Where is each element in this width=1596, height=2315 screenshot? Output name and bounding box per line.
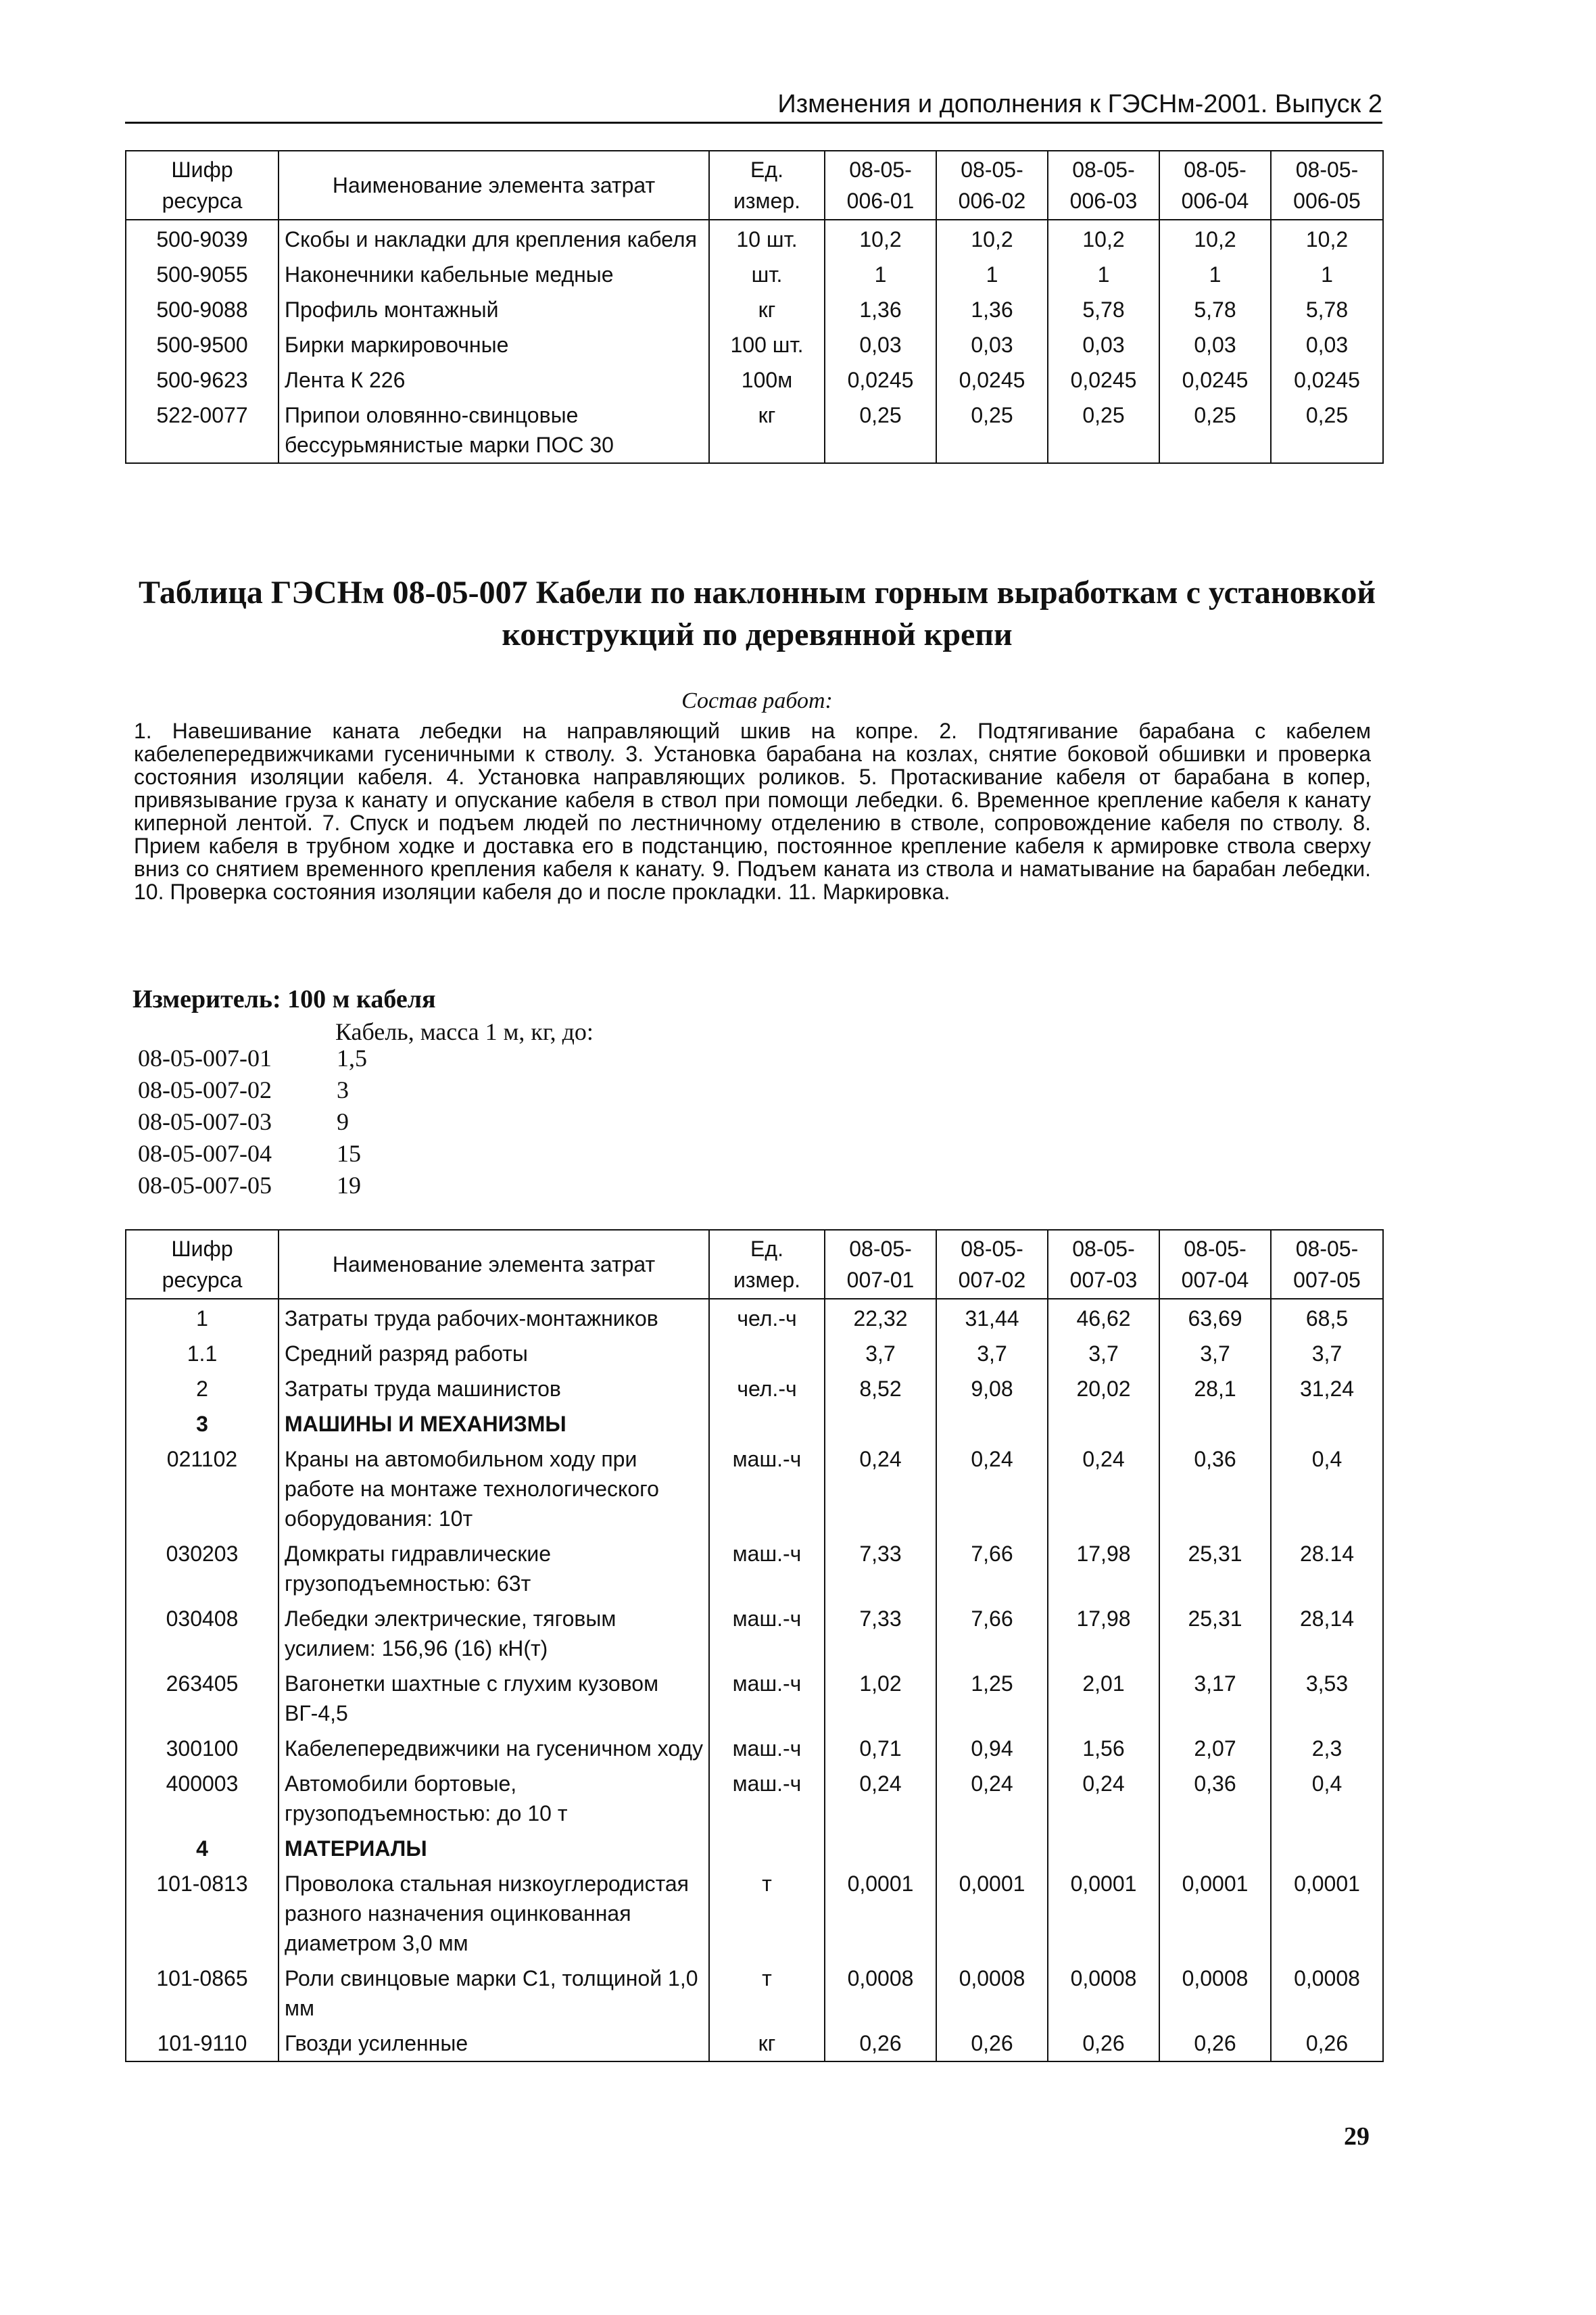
value-cell: 0,26: [1159, 2026, 1271, 2061]
value-cell: 0,03: [936, 327, 1048, 362]
value-cell: 0,24: [936, 1766, 1048, 1831]
value-cell: [1271, 1831, 1383, 1866]
value-cell: 0,0245: [1159, 362, 1271, 398]
value-cell: 1: [1159, 257, 1271, 292]
column-header: 08-05-007-04: [1159, 1230, 1271, 1299]
code-value: 9: [337, 1108, 349, 1135]
unit-cell: чел.-ч: [709, 1371, 825, 1406]
table-row: [126, 1299, 1383, 1336]
code-value: 3: [337, 1076, 349, 1103]
value-cell: 3,7: [825, 1336, 936, 1371]
resource-name-cell: Наконечники кабельные медные: [279, 257, 709, 292]
resource-name-cell: Проволока стальная низкоуглеродистая разного назначения оцинкованная диаметром 3,0 мм: [279, 1866, 709, 1961]
resource-name-cell: Вагонетки шахтные с глухим кузовом ВГ-4,5: [279, 1666, 709, 1731]
resource-code-cell: 4: [126, 1831, 279, 1866]
table-row: [126, 1766, 1383, 1831]
value-cell: 10,2: [1271, 220, 1383, 257]
resource-code-cell: 263405: [126, 1666, 279, 1731]
value-cell: 7,33: [825, 1601, 936, 1666]
unit-cell: кг: [709, 398, 825, 463]
page-number: 29: [1344, 2122, 1370, 2151]
unit-cell: 100м: [709, 362, 825, 398]
resource-code-cell: 300100: [126, 1731, 279, 1766]
value-cell: 0,0245: [936, 362, 1048, 398]
unit-cell: чел.-ч: [709, 1299, 825, 1336]
value-cell: 9,08: [936, 1371, 1048, 1406]
value-cell: 0,25: [936, 398, 1048, 463]
unit-cell: маш.-ч: [709, 1441, 825, 1536]
value-cell: [1159, 1831, 1271, 1866]
code: 08-05-007-02: [138, 1076, 272, 1103]
value-cell: [1271, 1406, 1383, 1441]
value-cell: 0,26: [1271, 2026, 1383, 2061]
code-value: 19: [337, 1172, 361, 1199]
table-row: [126, 1336, 1383, 1371]
unit-cell: 100 шт.: [709, 327, 825, 362]
resource-name-cell: МАШИНЫ И МЕХАНИЗМЫ: [279, 1406, 709, 1441]
resource-code-cell: 500-9500: [126, 327, 279, 362]
code-list-item: [138, 1074, 367, 1106]
value-cell: 0,36: [1159, 1766, 1271, 1831]
value-cell: 1,02: [825, 1666, 936, 1731]
value-cell: 0,0001: [825, 1866, 936, 1961]
table-row: [126, 1831, 1383, 1866]
value-cell: 28,1: [1159, 1371, 1271, 1406]
value-cell: 1,36: [936, 292, 1048, 327]
value-cell: 46,62: [1048, 1299, 1159, 1336]
value-cell: 0,03: [1271, 327, 1383, 362]
value-cell: 0,03: [825, 327, 936, 362]
code-list-item: [138, 1106, 367, 1138]
value-cell: 1,56: [1048, 1731, 1159, 1766]
column-header: 08-05-007-01: [825, 1230, 936, 1299]
table-row: [126, 1866, 1383, 1961]
column-header: 08-05-007-05: [1271, 1230, 1383, 1299]
table-row: [126, 1601, 1383, 1666]
value-cell: 0,24: [825, 1441, 936, 1536]
code: 08-05-007-01: [138, 1045, 272, 1072]
code: 08-05-007-03: [138, 1108, 272, 1135]
value-cell: 0,25: [1159, 398, 1271, 463]
table-row: [126, 1536, 1383, 1601]
value-cell: [1159, 1406, 1271, 1441]
value-cell: 5,78: [1271, 292, 1383, 327]
resource-name-cell: Лебедки электрические, тяговым усилием: 156,96 (16) кН(т): [279, 1601, 709, 1666]
code-list-item: [138, 1170, 367, 1201]
value-cell: 0,0008: [1159, 1961, 1271, 2026]
code: 08-05-007-04: [138, 1140, 272, 1167]
value-cell: 5,78: [1048, 292, 1159, 327]
resource-name-cell: Лента К 226: [279, 362, 709, 398]
unit-cell: т: [709, 1866, 825, 1961]
value-cell: 0,4: [1271, 1441, 1383, 1536]
column-header: 08-05-006-03: [1048, 151, 1159, 220]
value-cell: 0,71: [825, 1731, 936, 1766]
resource-name-cell: Автомобили бортовые, грузоподъемностью: до 10 т: [279, 1766, 709, 1831]
value-cell: 0,0001: [1048, 1866, 1159, 1961]
column-header: 08-05-006-01: [825, 151, 936, 220]
column-header: Наименование элемента затрат: [279, 151, 709, 220]
value-cell: 0,26: [825, 2026, 936, 2061]
table-row: [126, 362, 1383, 398]
value-cell: 25,31: [1159, 1536, 1271, 1601]
value-cell: 2,3: [1271, 1731, 1383, 1766]
value-cell: 10,2: [1048, 220, 1159, 257]
composition-text: 1. Навешивание каната лебедки на направляющий шкив на копре. 2. Подтягивание барабана с кабелем кабелепередвижчиками гусеничными к стволу. 3. Установка барабана на козлах, снятие боковой обшивки и проверка состояния изоляции кабеля. 4. Установка направляющих роликов. 5. Протаскивание кабеля от барабана в копер, привязывание груза к канату и опускание кабеля в ствол при помощи лебедки. 6. Временное крепление кабеля к канату киперной лентой. 7. Спуск и подъем людей по лестничному отделению в стволе, сопровождение кабеля по стволу. 8. Прием кабеля в трубном ходке и доставка его в подстанцию, постоянное крепление кабеля к армировке ствола сверху вниз со снятием временного крепления кабеля к канату. 9. Подъем каната из ствола и наматывание на барабан лебедки. 10. Проверка состояния изоляции кабеля до и после прокладки. 11. Маркировка.: [134, 719, 1371, 904]
value-cell: 0,36: [1159, 1441, 1271, 1536]
value-cell: [936, 1406, 1048, 1441]
column-header: Шифр ресурса: [126, 151, 279, 220]
table-row: [126, 1666, 1383, 1731]
code-list-item: [138, 1043, 367, 1074]
value-cell: 0,94: [936, 1731, 1048, 1766]
value-cell: 63,69: [1159, 1299, 1271, 1336]
resource-name-cell: Припои оловянно-свинцовые бессурьмянистые марки ПОС 30: [279, 398, 709, 463]
value-cell: 28,14: [1271, 1601, 1383, 1666]
unit-cell: маш.-ч: [709, 1666, 825, 1731]
code-value: 1,5: [337, 1045, 367, 1072]
meter-label: Измеритель: 100 м кабеля: [132, 985, 436, 1013]
value-cell: 3,53: [1271, 1666, 1383, 1731]
table-row: [126, 1406, 1383, 1441]
table-row: [126, 1371, 1383, 1406]
value-cell: 0,0008: [936, 1961, 1048, 2026]
unit-cell: кг: [709, 2026, 825, 2061]
resource-code-cell: 522-0077: [126, 398, 279, 463]
value-cell: 0,03: [1159, 327, 1271, 362]
value-cell: 31,44: [936, 1299, 1048, 1336]
resource-name-cell: Бирки маркировочные: [279, 327, 709, 362]
resource-name-cell: Краны на автомобильном ходу при работе на монтаже технологического оборудования: 10т: [279, 1441, 709, 1536]
value-cell: 0,24: [1048, 1766, 1159, 1831]
resource-code-cell: 500-9623: [126, 362, 279, 398]
resource-code-cell: 1.1: [126, 1336, 279, 1371]
column-header: Шифр ресурса: [126, 1230, 279, 1299]
value-cell: 7,33: [825, 1536, 936, 1601]
meter-sublabel: Кабель, масса 1 м, кг, до:: [335, 1018, 594, 1045]
value-cell: 0,0245: [1271, 362, 1383, 398]
resource-name-cell: Роли свинцовые марки С1, толщиной 1,0 мм: [279, 1961, 709, 2026]
value-cell: 3,7: [1048, 1336, 1159, 1371]
resource-name-cell: Затраты труда машинистов: [279, 1371, 709, 1406]
column-header: Наименование элемента затрат: [279, 1230, 709, 1299]
value-cell: 28.14: [1271, 1536, 1383, 1601]
value-cell: [1048, 1831, 1159, 1866]
unit-cell: [709, 1406, 825, 1441]
value-cell: 1,36: [825, 292, 936, 327]
value-cell: 0,0001: [936, 1866, 1048, 1961]
value-cell: 22,32: [825, 1299, 936, 1336]
value-cell: 3,7: [1271, 1336, 1383, 1371]
resource-code-cell: 2: [126, 1371, 279, 1406]
value-cell: 1,25: [936, 1666, 1048, 1731]
value-cell: 31,24: [1271, 1371, 1383, 1406]
table-title: Таблица ГЭСНм 08-05-007 Кабели по наклонным горным выработкам с установкой конструкций по деревянной крепи: [139, 575, 1376, 652]
value-cell: 7,66: [936, 1536, 1048, 1601]
value-cell: 10,2: [825, 220, 936, 257]
table-header-row: [126, 1230, 1383, 1299]
table-row: [126, 327, 1383, 362]
resources-table-006: [125, 150, 1384, 464]
running-header-text: Изменения и дополнения к ГЭСНм-2001. Выпуск 2: [777, 90, 1382, 118]
value-cell: 0,25: [1271, 398, 1383, 463]
table-row: [126, 220, 1383, 257]
column-header: 08-05-007-02: [936, 1230, 1048, 1299]
value-cell: 0,25: [1048, 398, 1159, 463]
resource-name-cell: Гвозди усиленные: [279, 2026, 709, 2061]
code-value: 15: [337, 1140, 361, 1167]
resources-table-007: [125, 1229, 1384, 2062]
column-header: 08-05-006-05: [1271, 151, 1383, 220]
table-row: [126, 2026, 1383, 2061]
value-cell: 3,7: [936, 1336, 1048, 1371]
unit-cell: [709, 1831, 825, 1866]
value-cell: [936, 1831, 1048, 1866]
value-cell: 0,03: [1048, 327, 1159, 362]
value-cell: 0,24: [1048, 1441, 1159, 1536]
table-row: [126, 292, 1383, 327]
value-cell: 0,4: [1271, 1766, 1383, 1831]
resource-code-cell: 3: [126, 1406, 279, 1441]
resource-code-cell: 400003: [126, 1766, 279, 1831]
running-header: [125, 81, 1382, 124]
table-row: [126, 1961, 1383, 2026]
resource-code-cell: 500-9039: [126, 220, 279, 257]
unit-cell: 10 шт.: [709, 220, 825, 257]
column-header: 08-05-006-04: [1159, 151, 1271, 220]
resource-name-cell: Средний разряд работы: [279, 1336, 709, 1371]
value-cell: 3,17: [1159, 1666, 1271, 1731]
resource-code-cell: 021102: [126, 1441, 279, 1536]
value-cell: 0,0245: [825, 362, 936, 398]
value-cell: 8,52: [825, 1371, 936, 1406]
unit-cell: кг: [709, 292, 825, 327]
resource-code-cell: 101-0813: [126, 1866, 279, 1961]
value-cell: 0,24: [825, 1766, 936, 1831]
composition-heading: Состав работ:: [681, 688, 833, 713]
value-cell: 10,2: [936, 220, 1048, 257]
value-cell: 0,0008: [825, 1961, 936, 2026]
value-cell: 2,07: [1159, 1731, 1271, 1766]
table-row: [126, 257, 1383, 292]
table-header-row: [126, 151, 1383, 220]
value-cell: 0,0008: [1271, 1961, 1383, 2026]
value-cell: [825, 1406, 936, 1441]
value-cell: 0,26: [936, 2026, 1048, 2061]
resource-name-cell: Домкраты гидравлические грузоподъемностью: 63т: [279, 1536, 709, 1601]
resource-code-cell: 101-9110: [126, 2026, 279, 2061]
value-cell: 17,98: [1048, 1601, 1159, 1666]
unit-cell: маш.-ч: [709, 1731, 825, 1766]
value-cell: 7,66: [936, 1601, 1048, 1666]
value-cell: 2,01: [1048, 1666, 1159, 1731]
value-cell: 68,5: [1271, 1299, 1383, 1336]
value-cell: [825, 1831, 936, 1866]
column-header: 08-05-006-02: [936, 151, 1048, 220]
resource-name-cell: Затраты труда рабочих-монтажников: [279, 1299, 709, 1336]
table-body: [126, 220, 1383, 463]
unit-cell: маш.-ч: [709, 1601, 825, 1666]
value-cell: 0,0008: [1048, 1961, 1159, 2026]
value-cell: 1: [825, 257, 936, 292]
value-cell: 17,98: [1048, 1536, 1159, 1601]
table-row: [126, 1731, 1383, 1766]
resource-name-cell: Скобы и накладки для крепления кабеля: [279, 220, 709, 257]
value-cell: 1: [1048, 257, 1159, 292]
table-row: [126, 398, 1383, 463]
value-cell: 25,31: [1159, 1601, 1271, 1666]
column-header: 08-05-007-03: [1048, 1230, 1159, 1299]
unit-cell: маш.-ч: [709, 1536, 825, 1601]
unit-cell: [709, 1336, 825, 1371]
value-cell: [1048, 1406, 1159, 1441]
value-cell: 0,0001: [1271, 1866, 1383, 1961]
resource-code-cell: 030203: [126, 1536, 279, 1601]
value-cell: 0,24: [936, 1441, 1048, 1536]
unit-cell: маш.-ч: [709, 1766, 825, 1831]
value-cell: 1: [936, 257, 1048, 292]
table-row: [126, 1441, 1383, 1536]
value-cell: 0,0001: [1159, 1866, 1271, 1961]
column-header: Ед. измер.: [709, 151, 825, 220]
code: 08-05-007-05: [138, 1172, 272, 1199]
unit-cell: шт.: [709, 257, 825, 292]
value-cell: 20,02: [1048, 1371, 1159, 1406]
value-cell: 0,26: [1048, 2026, 1159, 2061]
value-cell: 0,25: [825, 398, 936, 463]
resource-code-cell: 030408: [126, 1601, 279, 1666]
unit-cell: т: [709, 1961, 825, 2026]
code-list-item: [138, 1138, 367, 1170]
value-cell: 1: [1271, 257, 1383, 292]
resource-code-cell: 500-9055: [126, 257, 279, 292]
resource-name-cell: Кабелепередвижчики на гусеничном ходу: [279, 1731, 709, 1766]
resource-code-cell: 1: [126, 1299, 279, 1336]
value-cell: 5,78: [1159, 292, 1271, 327]
value-cell: 3,7: [1159, 1336, 1271, 1371]
resource-code-cell: 500-9088: [126, 292, 279, 327]
table-body: [126, 1299, 1383, 2061]
resource-name-cell: МАТЕРИАЛЫ: [279, 1831, 709, 1866]
resource-name-cell: Профиль монтажный: [279, 292, 709, 327]
value-cell: 10,2: [1159, 220, 1271, 257]
resource-code-cell: 101-0865: [126, 1961, 279, 2026]
column-header: Ед. измер.: [709, 1230, 825, 1299]
code-list: [138, 1043, 367, 1201]
value-cell: 0,0245: [1048, 362, 1159, 398]
